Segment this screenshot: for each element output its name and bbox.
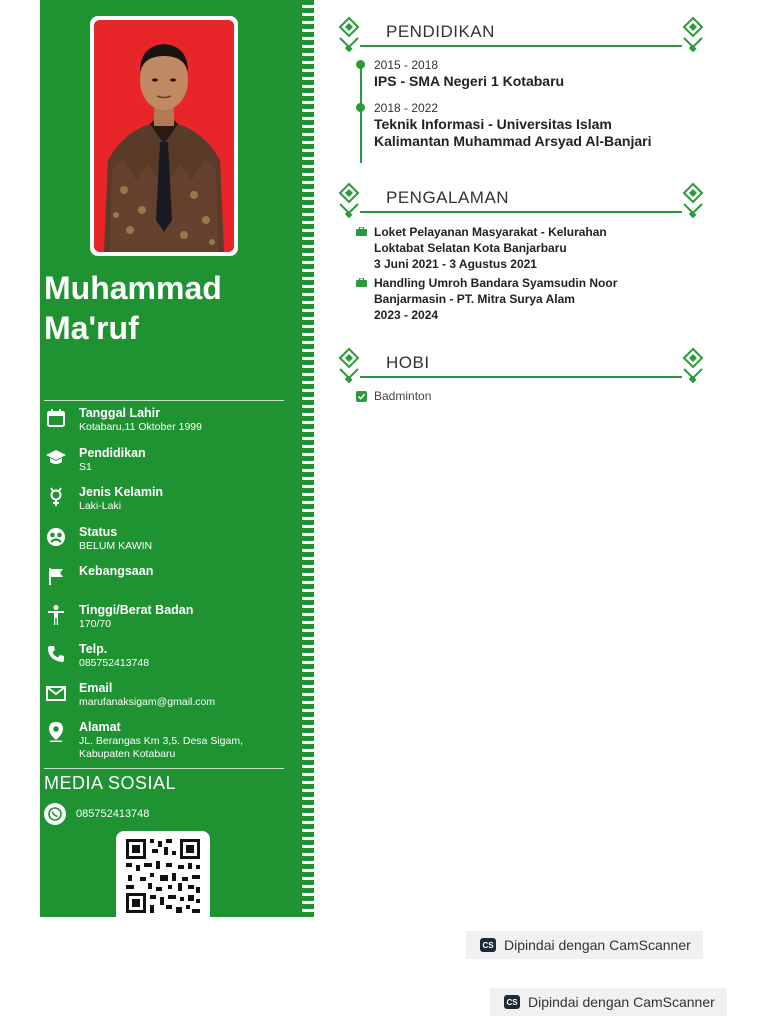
hobby-label: Badminton [374, 389, 432, 403]
ornament-icon [682, 16, 704, 52]
experience-line: Loket Pelayanan Masyarakat - Kelurahan [374, 225, 607, 239]
info-label: Alamat [79, 720, 121, 734]
ornament-icon [682, 182, 704, 218]
timeline-dot [356, 60, 365, 69]
info-label: Telp. [79, 642, 108, 656]
experience-line: Loktabat Selatan Kota Banjarbaru [374, 241, 567, 255]
graduation-cap-icon [46, 448, 66, 468]
camscanner-logo-icon: CS [504, 995, 520, 1009]
info-value: BELUM KAWIN [79, 540, 153, 552]
person-height-icon [46, 605, 66, 625]
education-desc: Kalimantan Muhammad Arsyad Al-Banjari [374, 133, 652, 149]
section-title: PENGALAMAN [386, 188, 510, 207]
info-label: Kebangsaan [79, 564, 154, 578]
info-label: Tanggal Lahir [79, 406, 161, 420]
hobby-item [356, 389, 431, 403]
sidebar-zigzag-border [298, 0, 314, 917]
experience-entry [356, 275, 696, 323]
gender-icon [46, 487, 66, 507]
info-value: 085752413748 [79, 657, 150, 669]
sidebar-divider [44, 768, 284, 769]
watermark-text: Dipindai dengan CamScanner [504, 937, 691, 953]
info-value: Kotabaru,11 Oktober 1999 [79, 421, 202, 433]
full-name [44, 268, 222, 348]
experience-line: Banjarmasin - PT. Mitra Surya Alam [374, 292, 575, 306]
whatsapp-icon [44, 803, 66, 825]
calendar-icon [46, 408, 66, 428]
ornament-icon [338, 182, 360, 218]
ornament-icon [338, 347, 360, 383]
profile-photo [94, 20, 234, 252]
camscanner-watermark [466, 931, 703, 959]
info-value: 170/70 [79, 618, 112, 630]
info-label: Email [79, 681, 113, 695]
info-value: S1 [79, 461, 92, 473]
checkbox-icon [356, 391, 367, 402]
section-line [360, 376, 682, 378]
section-header-education [338, 16, 704, 56]
camscanner-logo-icon: CS [480, 938, 496, 952]
camscanner-watermark [490, 988, 727, 1016]
education-timeline [358, 60, 362, 163]
section-title: HOBI [386, 353, 430, 372]
whatsapp-contact[interactable] [44, 803, 149, 825]
info-value: JL. Berangas Km 3,5. Desa Sigam, [79, 735, 243, 747]
whatsapp-number: 085752413748 [76, 808, 150, 820]
info-label: Tinggi/Berat Badan [79, 603, 194, 617]
education-entry [374, 101, 651, 150]
email-icon [46, 683, 66, 703]
info-label: Jenis Kelamin [79, 485, 164, 499]
sidebar [40, 0, 298, 917]
last-name: Ma'ruf [44, 310, 139, 346]
education-desc: IPS - SMA Negeri 1 Kotabaru [374, 73, 565, 89]
section-line [360, 211, 682, 213]
education-desc: Teknik Informasi - Universitas Islam [374, 116, 612, 132]
timeline-line [360, 66, 362, 163]
education-years: 2015 - 2018 [374, 58, 439, 72]
section-title: PENDIDIKAN [386, 22, 495, 41]
experience-line: Handling Umroh Bandara Syamsudin Noor [374, 276, 618, 290]
qr-code [116, 831, 210, 917]
education-entry [374, 58, 564, 90]
info-label: Pendidikan [79, 446, 146, 460]
info-label: Status [79, 525, 118, 539]
education-years: 2018 - 2022 [374, 101, 439, 115]
profile-photo-frame [90, 16, 238, 256]
ornament-icon [682, 347, 704, 383]
flag-icon [46, 566, 66, 586]
experience-entry [356, 224, 696, 272]
watermark-text: Dipindai dengan CamScanner [528, 994, 715, 1010]
section-line [360, 45, 682, 47]
sidebar-divider [44, 400, 284, 401]
ornament-icon [338, 16, 360, 52]
status-icon [46, 527, 66, 547]
first-name: Muhammad [44, 270, 222, 306]
briefcase-icon [356, 278, 367, 287]
timeline-dot [356, 103, 365, 112]
briefcase-icon [356, 227, 367, 236]
location-pin-icon [46, 722, 66, 742]
info-value: marufanaksigam@gmail.com [79, 696, 216, 708]
info-value: Kabupaten Kotabaru [79, 748, 176, 760]
section-header-experience [338, 182, 704, 222]
info-value: Laki-Laki [79, 500, 122, 512]
media-title: MEDIA SOSIAL [44, 773, 177, 793]
section-header-hobby [338, 347, 704, 387]
experience-period: 3 Juni 2021 - 3 Agustus 2021 [374, 257, 537, 271]
phone-icon [46, 644, 66, 664]
experience-period: 2023 - 2024 [374, 308, 439, 322]
